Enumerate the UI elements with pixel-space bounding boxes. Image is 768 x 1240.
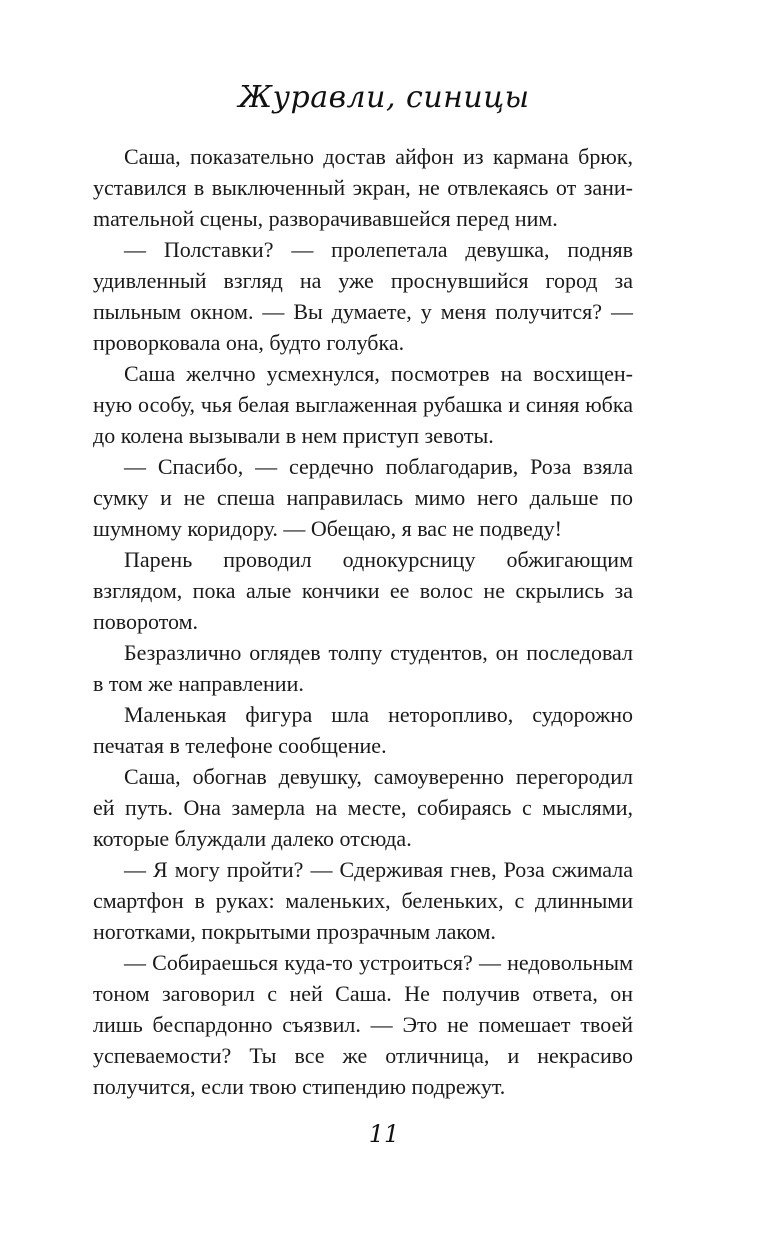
page-number: 11: [368, 1120, 400, 1148]
paragraph: Саша желчно усмехнулся, посмотрев на восхищенную особу, чья белая выглаженная рубашка и синяя юбка до колена вызывали в нем приступ зевоты.: [93, 361, 633, 448]
paragraph: Маленькая фигура шла неторопливо, судорожно печатая в телефоне сообщение.: [93, 702, 633, 758]
paragraph: — Собираешься куда-то устроиться? — недовольным тоном заговорил с ней Саша. Не получив ответа, он лишь беспардонно съязвил. — Это не помешает твоей успеваемости? Ты все же отличница, и некрасиво получится, если твою стипендию подрежут.: [93, 950, 633, 1099]
paragraph: Безразлично оглядев толпу студентов, он последовал в том же направлении.: [93, 640, 633, 696]
body-text: [93, 141, 633, 1102]
paragraph: — Я могу пройти? — Сдерживая гнев, Роза сжимала смартфон в руках: маленьких, беленьких, с длинными ноготками, покрытыми прозрачным лаком.: [93, 857, 633, 944]
paragraph: Саша, обогнав девушку, самоуверенно перегородил ей путь. Она замерла на месте, собираясь с мыслями, которые блуждали далеко отсюда.: [93, 764, 633, 851]
paragraph: — Спасибо, — сердечно поблагодарив, Роза взяла сумку и не спеша направилась мимо него дальше по шумному коридору. — Обещаю, я вас не подведу!: [93, 454, 633, 541]
paragraph: — Полставки? — пролепетала девушка, подняв удивленный взгляд на уже проснувшийся город за пыльным окном. — Вы думаете, у меня получится? — проворковала она, будто голубка.: [93, 237, 633, 355]
paragraph: Саша, показательно достав айфон из кармана брюк, уставился в выключенный экран, не отвлекаясь от заниmательной сцены, разворачивавшейся перед ним.: [93, 144, 633, 231]
paragraph: Парень проводил однокурсницу обжигающим взглядом, пока алые кончики ее волос не скрылись за поворотом.: [93, 547, 633, 634]
running-title: Журавли, синицы: [238, 80, 530, 115]
